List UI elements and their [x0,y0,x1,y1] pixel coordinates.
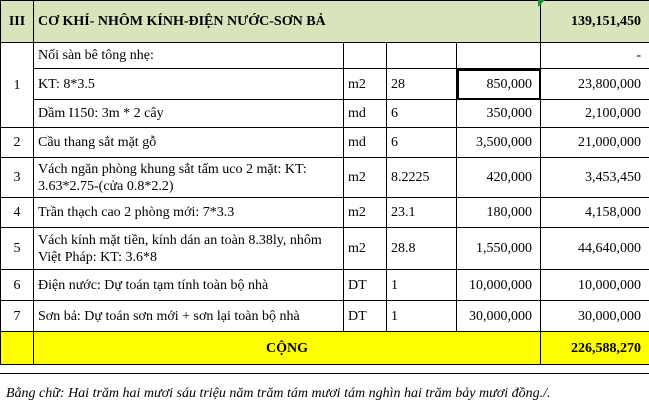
item-qty[interactable]: 28 [387,69,457,100]
item-amount[interactable]: 3,453,450 [541,158,649,198]
item-amount[interactable]: - [541,43,649,69]
amount-in-words[interactable]: Bằng chữ: Hai trăm hai mươi sáu triệu năm trăm tám mươi tám nghìn hai trăm bảy mươi đồng./. [0,373,649,410]
item-qty[interactable]: 6 [387,100,457,128]
item-price[interactable]: 180,000 [457,198,541,228]
table-row [1,198,649,228]
item-amount[interactable]: 44,640,000 [541,228,649,270]
item-price[interactable]: 1,550,000 [457,228,541,270]
item-unit[interactable] [344,43,387,69]
item-unit[interactable]: DT [344,301,387,332]
table-row [1,100,649,128]
item-desc[interactable]: Sơn bả: Dự toán sơn mới + sơn lại toàn bộ nhà [34,301,344,332]
total-row [1,332,649,365]
item-desc[interactable]: Cầu thang sắt mặt gỗ [34,128,344,158]
item-no[interactable]: 2 [1,128,34,158]
item-price[interactable]: 30,000,000 [457,301,541,332]
table-row [1,228,649,270]
item-no[interactable]: 5 [1,228,34,270]
total-label[interactable]: CỘNG [34,332,541,365]
table-row [1,128,649,158]
item-amount[interactable]: 10,000,000 [541,270,649,301]
item-amount[interactable]: 30,000,000 [541,301,649,332]
total-amount[interactable]: 226,588,270 [541,332,649,365]
item-desc[interactable]: Nối sàn bê tông nhẹ: [34,43,344,69]
cell-comment-marker [538,0,545,7]
item-desc[interactable]: Trần thạch cao 2 phòng mới: 7*3.3 [34,198,344,228]
item-qty[interactable]: 8.2225 [387,158,457,198]
table-row [1,158,649,198]
item-no[interactable]: 4 [1,198,34,228]
table-row [1,301,649,332]
item-unit[interactable]: md [344,128,387,158]
item-unit[interactable]: m2 [344,158,387,198]
table-row [1,69,649,100]
item-price[interactable] [457,43,541,69]
item-no[interactable]: 7 [1,301,34,332]
item-price[interactable]: 350,000 [457,100,541,128]
item-unit[interactable]: md [344,100,387,128]
item-amount[interactable]: 4,158,000 [541,198,649,228]
item-qty[interactable]: 23.1 [387,198,457,228]
item-desc[interactable]: Vách ngăn phòng khung sắt tấm uco 2 mặt: KT: 3.63*2.75-(cửa 0.8*2.2) [34,158,344,198]
item-no[interactable]: 1 [1,43,34,128]
item-unit[interactable]: m2 [344,228,387,270]
section-title[interactable]: CƠ KHÍ- NHÔM KÍNH-ĐIỆN NƯỚC-SƠN BẢ [34,1,541,43]
item-price[interactable]: 3,500,000 [457,128,541,158]
item-price[interactable]: 420,000 [457,158,541,198]
item-qty[interactable]: 1 [387,270,457,301]
item-no[interactable]: 3 [1,158,34,198]
item-unit[interactable]: m2 [344,198,387,228]
item-qty[interactable]: 28.8 [387,228,457,270]
item-desc[interactable]: Dầm I150: 3m * 2 cây [34,100,344,128]
table-row [1,43,649,69]
item-desc[interactable]: Điện nước: Dự toán tạm tính toàn bộ nhà [34,270,344,301]
table-row [1,270,649,301]
selected-cell-price[interactable]: 850,000 [457,69,541,100]
item-desc[interactable]: Vách kính mặt tiền, kính dán an toàn 8.38ly, nhôm Việt Pháp: KT: 3.6*8 [34,228,344,270]
item-no[interactable]: 6 [1,270,34,301]
total-no-cell[interactable] [1,332,34,365]
item-amount[interactable]: 23,800,000 [541,69,649,100]
item-qty[interactable]: 1 [387,301,457,332]
item-unit[interactable]: DT [344,270,387,301]
section-total[interactable]: 139,151,450 [541,1,649,43]
item-qty[interactable] [387,43,457,69]
item-price[interactable]: 10,000,000 [457,270,541,301]
section-code[interactable]: III [1,1,34,43]
section-header-row [1,1,649,43]
item-amount[interactable]: 21,000,000 [541,128,649,158]
item-amount[interactable]: 2,100,000 [541,100,649,128]
item-qty[interactable]: 6 [387,128,457,158]
item-desc[interactable]: KT: 8*3.5 [34,69,344,100]
item-unit[interactable]: m2 [344,69,387,100]
